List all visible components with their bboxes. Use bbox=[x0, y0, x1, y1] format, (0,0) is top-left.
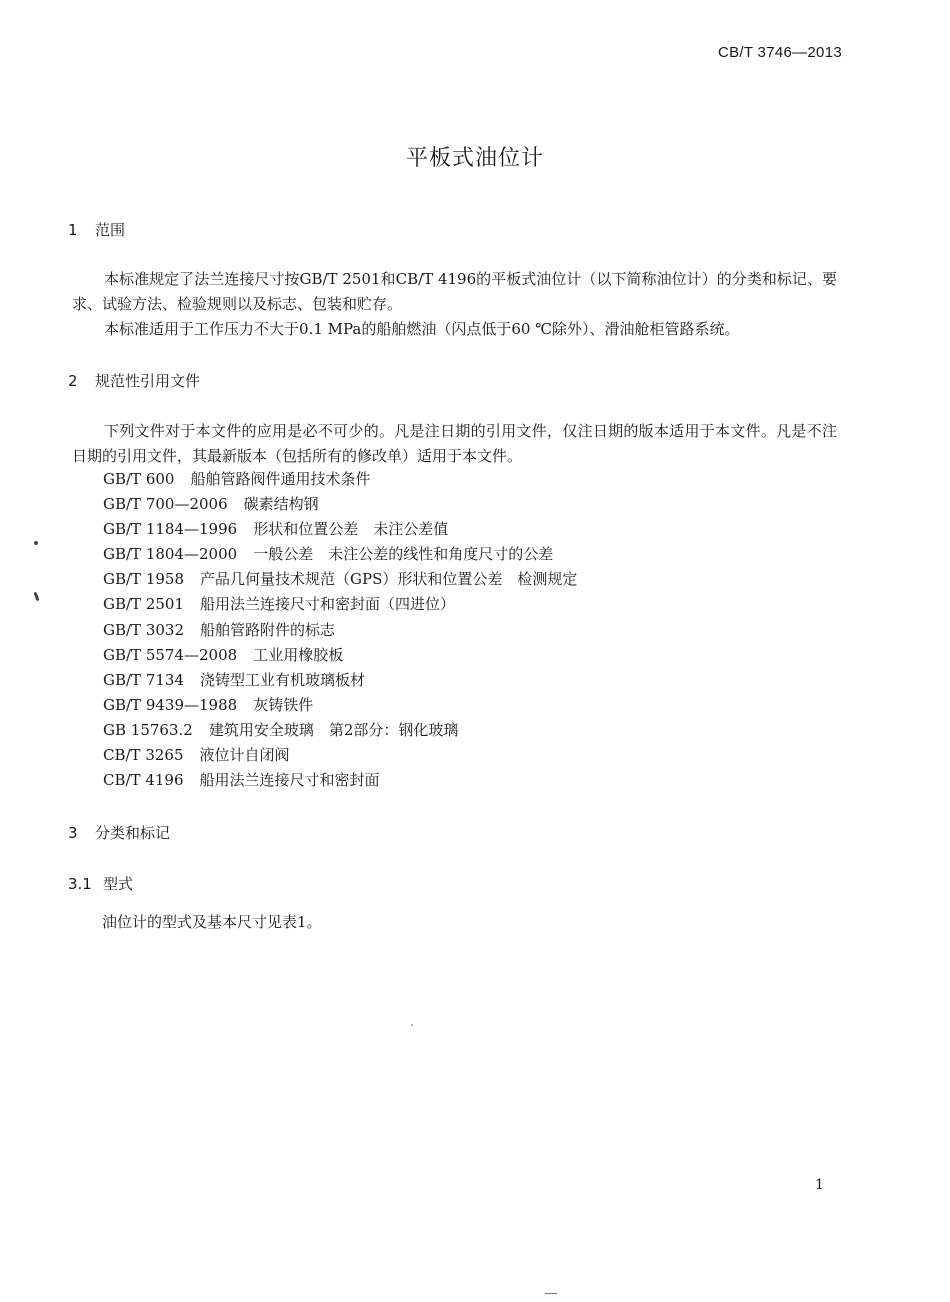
section-3-1-number: 3.1 bbox=[68, 875, 92, 893]
references-intro: 下列文件对于本文件的应用是必不可少的。凡是注日期的引用文件，仅注日期的版本适用于本文件。凡是不注日期的引用文件，其最新版本（包括所有的修改单）适用于本文件。 bbox=[72, 422, 837, 465]
scan-speck bbox=[34, 541, 38, 545]
section-3-1-title: 型式 bbox=[103, 875, 134, 893]
section-3-title: 分类和标记 bbox=[95, 824, 171, 842]
reference-item bbox=[103, 693, 577, 718]
reference-title: 工业用橡胶板 bbox=[253, 645, 344, 664]
reference-item bbox=[103, 567, 577, 592]
reference-title: 一般公差 未注公差的线性和角度尺寸的公差 bbox=[253, 545, 554, 564]
section-3-number: 3 bbox=[68, 824, 78, 842]
reference-title: 浇铸型工业有机玻璃板材 bbox=[200, 670, 366, 689]
reference-item bbox=[103, 542, 577, 567]
section-3-heading bbox=[68, 822, 170, 843]
scan-speck bbox=[545, 1293, 557, 1294]
reference-item bbox=[103, 492, 577, 517]
reference-item bbox=[103, 668, 577, 693]
reference-code: GB/T 5574—2008 bbox=[103, 645, 238, 664]
reference-title: 碳素结构钢 bbox=[243, 495, 319, 514]
reference-title: 船舶管路附件的标志 bbox=[200, 620, 336, 639]
reference-item bbox=[103, 768, 577, 793]
reference-item bbox=[103, 643, 577, 668]
section-2-title: 规范性引用文件 bbox=[95, 372, 201, 390]
reference-code: GB/T 1958 bbox=[103, 570, 185, 589]
reference-title: 灰铸铁件 bbox=[253, 695, 314, 714]
reference-title: 形状和位置公差 未注公差值 bbox=[253, 520, 449, 539]
reference-item bbox=[103, 592, 577, 617]
reference-list bbox=[103, 467, 577, 793]
reference-code: GB/T 7134 bbox=[103, 670, 185, 689]
reference-title: 建筑用安全玻璃 第2部分：钢化玻璃 bbox=[208, 720, 459, 739]
reference-code: GB/T 600 bbox=[103, 470, 175, 488]
reference-code: GB/T 1804—2000 bbox=[103, 545, 238, 564]
reference-item bbox=[103, 743, 577, 768]
section-3-1-heading bbox=[68, 873, 133, 894]
page-number: 1 bbox=[815, 1177, 824, 1193]
reference-code: GB/T 9439—1988 bbox=[103, 695, 238, 714]
scope-paragraph-2: 本标准适用于工作压力不大于0.1 MPa的船舶燃油（闪点低于60 ℃除外）、滑油舱柜管路系统。 bbox=[104, 320, 740, 338]
reference-title: 产品几何量技术规范（GPS）形状和位置公差 检测规定 bbox=[200, 570, 578, 589]
reference-code: GB/T 2501 bbox=[103, 595, 185, 614]
reference-item bbox=[103, 467, 577, 492]
standard-number: CB/T 3746—2013 bbox=[717, 44, 842, 61]
scan-speck bbox=[34, 592, 40, 601]
document-title: 平板式油位计 bbox=[405, 146, 544, 171]
reference-code: CB/T 3265 bbox=[103, 746, 184, 765]
scope-paragraph-1: 本标准规定了法兰连接尺寸按GB/T 2501和CB/T 4196的平板式油位计（以下简称油位计）的分类和标记、要求、试验方法、检验规则以及标志、包装和贮存。 bbox=[72, 270, 837, 313]
reference-code: GB/T 1184—1996 bbox=[103, 520, 238, 539]
reference-title: 液位计自闭阀 bbox=[199, 746, 290, 765]
reference-title: 船用法兰连接尺寸和密封面（四进位） bbox=[200, 595, 456, 614]
reference-code: GB/T 700—2006 bbox=[103, 495, 228, 514]
reference-code: GB 15763.2 bbox=[103, 720, 193, 739]
section-1-heading bbox=[68, 219, 125, 240]
reference-item bbox=[103, 517, 577, 542]
reference-item bbox=[103, 618, 577, 643]
reference-code: GB/T 3032 bbox=[103, 620, 185, 639]
scan-speck bbox=[411, 1024, 413, 1026]
section-2-heading bbox=[68, 370, 200, 391]
section-1-number: 1 bbox=[68, 221, 78, 239]
reference-title: 船用法兰连接尺寸和密封面 bbox=[199, 771, 380, 790]
section-3-1-text: 油位计的型式及基本尺寸见表1。 bbox=[102, 913, 322, 931]
section-2-number: 2 bbox=[68, 372, 78, 390]
section-1-title: 范围 bbox=[95, 221, 126, 239]
reference-title: 船舶管路阀件通用技术条件 bbox=[190, 470, 371, 488]
reference-item bbox=[103, 718, 577, 743]
reference-code: CB/T 4196 bbox=[103, 771, 184, 790]
